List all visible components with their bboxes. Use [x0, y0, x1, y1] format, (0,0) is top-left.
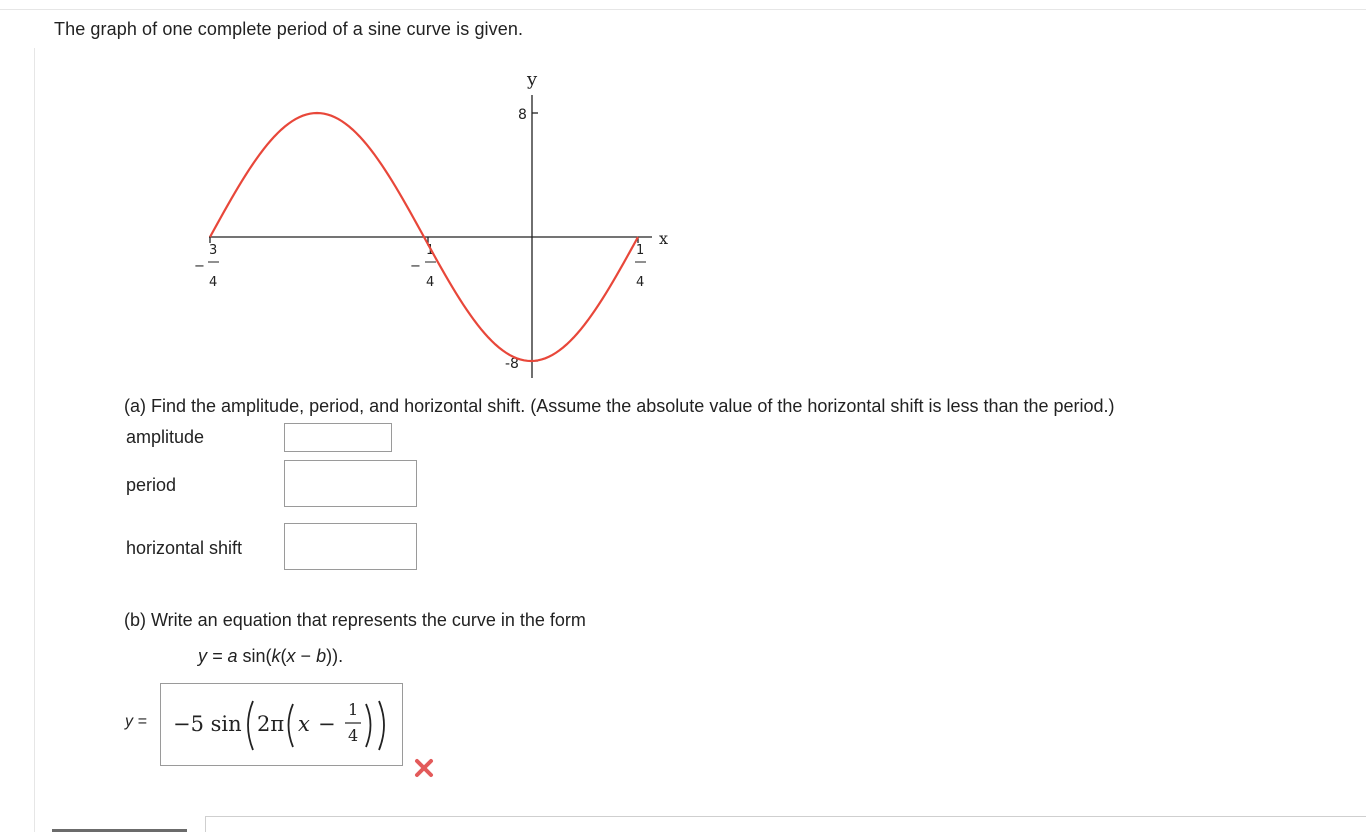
tick-denominator: 4 [636, 275, 645, 290]
amplitude-label: amplitude [126, 427, 205, 447]
part-a-prompt: (a) Find the amplitude, period, and horizontal shift. (Assume the absolute value of the horizontal shift is less than the period.) [124, 396, 1115, 416]
form-minus: − [295, 646, 317, 666]
horizontal-shift-input[interactable] [284, 523, 417, 570]
tick-numerator: 1 [636, 243, 645, 258]
form-a: a [227, 646, 238, 666]
horizontal-shift-label: horizontal shift [126, 538, 243, 558]
answer-denominator: 4 [348, 726, 359, 745]
x-axis-label: x [659, 229, 669, 248]
period-label: period [126, 475, 177, 495]
answer-x: x [298, 712, 310, 736]
form-open: ( [280, 646, 287, 666]
equation-answer-input[interactable] [160, 683, 403, 766]
answer-coef: −5 sin [173, 712, 242, 736]
form-sin: sin( [237, 646, 272, 666]
part-b-prompt: (b) Write an equation that represents the curve in the form [124, 610, 586, 630]
form-k: k [271, 646, 281, 666]
form-prefix: y = [198, 646, 228, 666]
question-intro: The graph of one complete period of a sine curve is given. [54, 19, 524, 39]
y-min-label: -8 [505, 356, 519, 372]
tick-numerator: 1 [426, 243, 435, 258]
equation-form [198, 646, 343, 667]
form-x: x [286, 646, 296, 666]
outer-close-paren [379, 701, 384, 750]
tick-denominator: 4 [426, 275, 435, 290]
tick-sign: − [194, 259, 205, 274]
answer-numerator: 1 [348, 700, 359, 719]
form-close: )). [326, 646, 344, 666]
answer-minus: − [318, 712, 336, 736]
equation-answer-math [161, 684, 402, 765]
y-axis-label: y [527, 69, 538, 90]
inner-open-paren [289, 704, 294, 747]
tick-sign: − [410, 259, 421, 274]
form-b: b [316, 646, 327, 666]
tick-label-neg-3-4 [194, 243, 219, 290]
outer-open-paren [248, 701, 253, 750]
amplitude-input[interactable] [284, 423, 392, 452]
tick-denominator: 4 [209, 275, 218, 290]
tick-label-1-4 [635, 243, 646, 290]
tick-numerator: 3 [209, 243, 218, 258]
y-equals-text: y = [125, 713, 147, 730]
incorrect-x-icon [414, 758, 434, 778]
bottom-panel [205, 816, 1366, 832]
y-equals-label [125, 713, 147, 731]
sine-graph [0, 0, 1366, 400]
inner-close-paren [366, 704, 371, 747]
answer-two-pi: 2π [257, 712, 285, 736]
period-input[interactable] [284, 460, 417, 507]
y-max-label: 8 [518, 107, 527, 123]
